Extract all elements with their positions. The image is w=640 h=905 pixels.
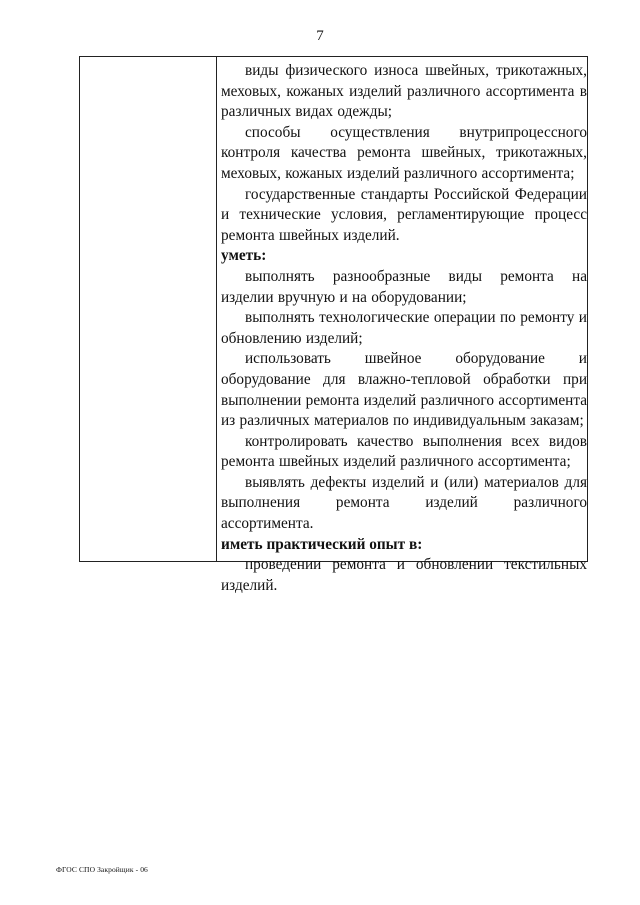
- paragraph-quality-control-methods: способы осуществления внутрипроцессного контроля качества ремонта швейных, трикотажных, меховых, кожаных изделий различного ассортимента;: [221, 123, 587, 182]
- heading-skills: уметь:: [221, 247, 267, 265]
- table-left-cell: [80, 57, 217, 561]
- paragraph-wear-types: виды физического износа швейных, трикотажных, меховых, кожаных изделий различного ассортимента в различных видах одежды;: [221, 62, 587, 121]
- paragraph-state-standards: государственные стандарты Российской Федерации и технические условия, регламентирующие процесс ремонта швейных изделий.: [221, 185, 587, 244]
- paragraph-control-quality: контролировать качество выполнения всех видов ремонта швейных изделий различного ассортимента;: [221, 432, 587, 471]
- paragraph-use-equipment: использовать швейное оборудование и оборудование для влажно-тепловой обработки при выполнении ремонта изделий различного ассортимента из различных материалов по индивидуальным заказам;: [221, 350, 587, 430]
- paragraph-tech-operations: выполнять технологические операции по ремонту и обновлению изделий;: [221, 309, 587, 347]
- footer-doc-code: ФГОС СПО Закройщик - 06: [56, 865, 148, 874]
- page-number: 7: [316, 28, 324, 44]
- heading-practical-experience: иметь практический опыт в:: [221, 535, 423, 553]
- paragraph-detect-defects: выявлять дефекты изделий и (или) материалов для выполнения ремонта изделий различного ассортимента.: [221, 473, 587, 533]
- table-right-cell: [217, 57, 587, 594]
- paragraph-repair-types: выполнять разнообразные виды ремонта на изделии вручную и на оборудовании;: [221, 267, 587, 306]
- paragraph-textile-repair: проведении ремонта и обновлении текстильных изделий.: [221, 556, 587, 594]
- content-table: [79, 56, 588, 594]
